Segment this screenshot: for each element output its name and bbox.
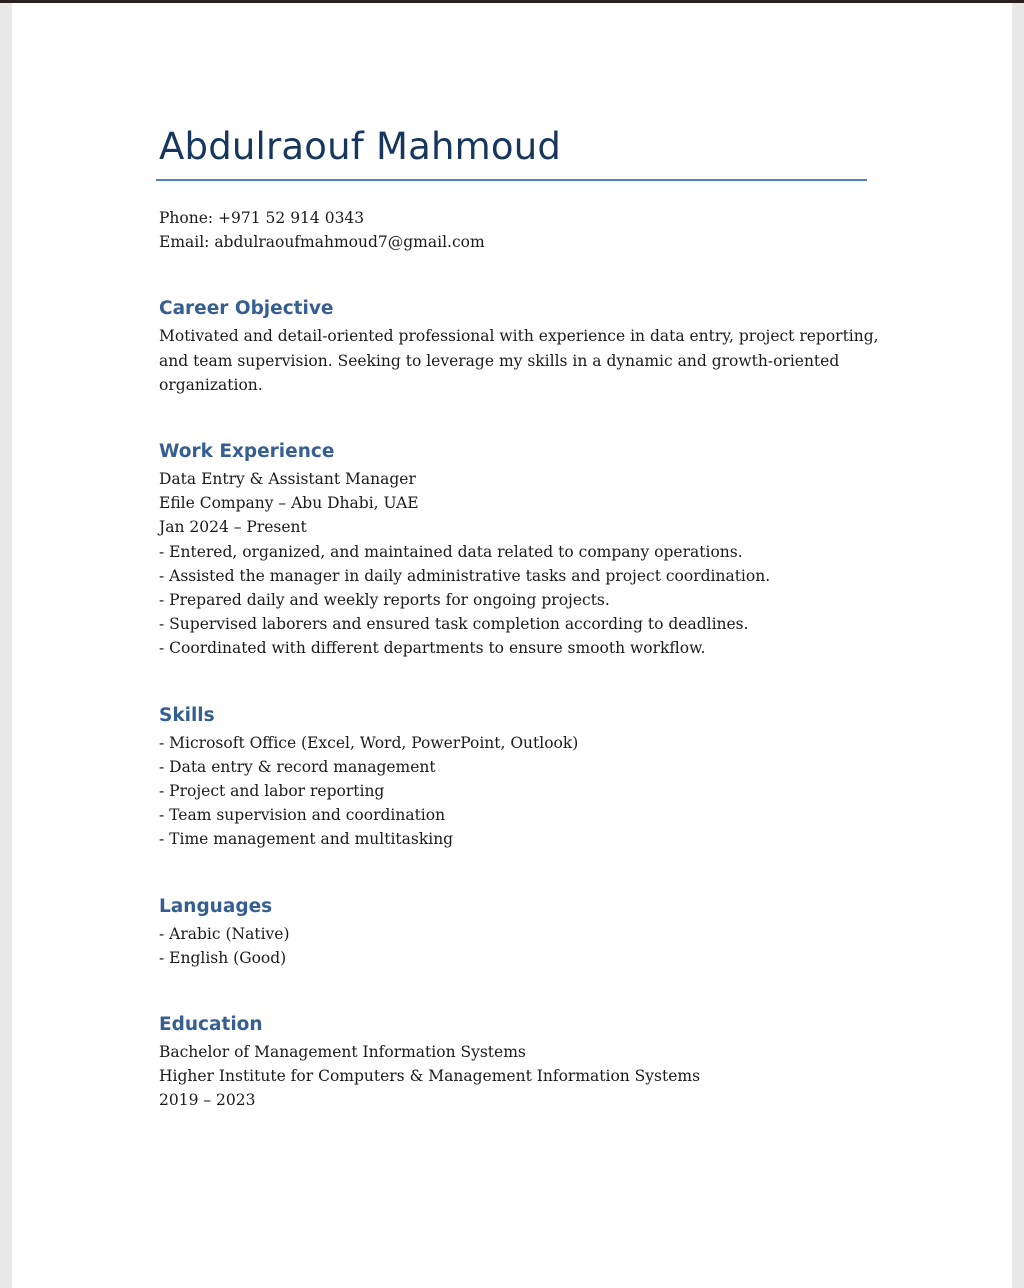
viewer-left-gutter (0, 3, 12, 1288)
name-divider (156, 179, 867, 181)
languages-heading: Languages (159, 895, 273, 917)
skills-heading: Skills (159, 704, 215, 726)
phone-line: Phone: +971 52 914 0343 (159, 209, 365, 227)
work-experience-heading: Work Experience (159, 441, 335, 463)
education-heading: Education (159, 1014, 263, 1036)
career-objective-section (159, 296, 879, 397)
skill-item: - Microsoft Office (Excel, Word, PowerPoint, Outlook) (159, 733, 579, 752)
work-bullet: - Supervised laborers and ensured task completion according to deadlines. (159, 615, 749, 634)
career-objective-text: Motivated and detail-oriented professional with experience in data entry, project reporting, and team supervision. Seeking to leverage my skills in a dynamic and growth-oriented organization. (159, 327, 879, 394)
work-bullet: - Prepared daily and weekly reports for ongoing projects. (159, 591, 610, 610)
skill-item: - Data entry & record management (159, 757, 436, 776)
viewer-right-gutter (1012, 3, 1024, 1288)
languages-section (159, 894, 879, 970)
career-objective-heading: Career Objective (159, 298, 334, 320)
job-dates: Jan 2024 – Present (159, 518, 307, 537)
skill-item: - Project and labor reporting (159, 782, 385, 801)
skills-section (159, 703, 879, 852)
work-bullet: - Coordinated with different departments to ensure smooth workflow. (159, 639, 706, 658)
degree-line: Bachelor of Management Information Systems (159, 1043, 526, 1062)
company-line: Efile Company – Abu Dhabi, UAE (159, 494, 419, 513)
job-title: Data Entry & Assistant Manager (159, 470, 416, 489)
institution-line: Higher Institute for Computers & Management Information Systems (159, 1067, 701, 1086)
work-bullet: - Entered, organized, and maintained data related to company operations. (159, 542, 743, 561)
skill-item: - Team supervision and coordination (159, 806, 446, 825)
education-section (159, 1012, 879, 1113)
email-line: Email: abdulraoufmahmoud7@gmail.com (159, 233, 485, 252)
language-item: - English (Good) (159, 948, 287, 967)
contact-block (159, 206, 879, 254)
work-bullet: - Assisted the manager in daily administrative tasks and project coordination. (159, 566, 771, 585)
skill-item: - Time management and multitasking (159, 830, 454, 849)
education-years: 2019 – 2023 (159, 1091, 256, 1110)
document-page (12, 3, 1012, 1288)
resume-content (159, 123, 879, 1113)
work-experience-section (159, 439, 879, 661)
language-item: - Arabic (Native) (159, 924, 290, 943)
resume-name: Abdulraouf Mahmoud (159, 125, 562, 168)
